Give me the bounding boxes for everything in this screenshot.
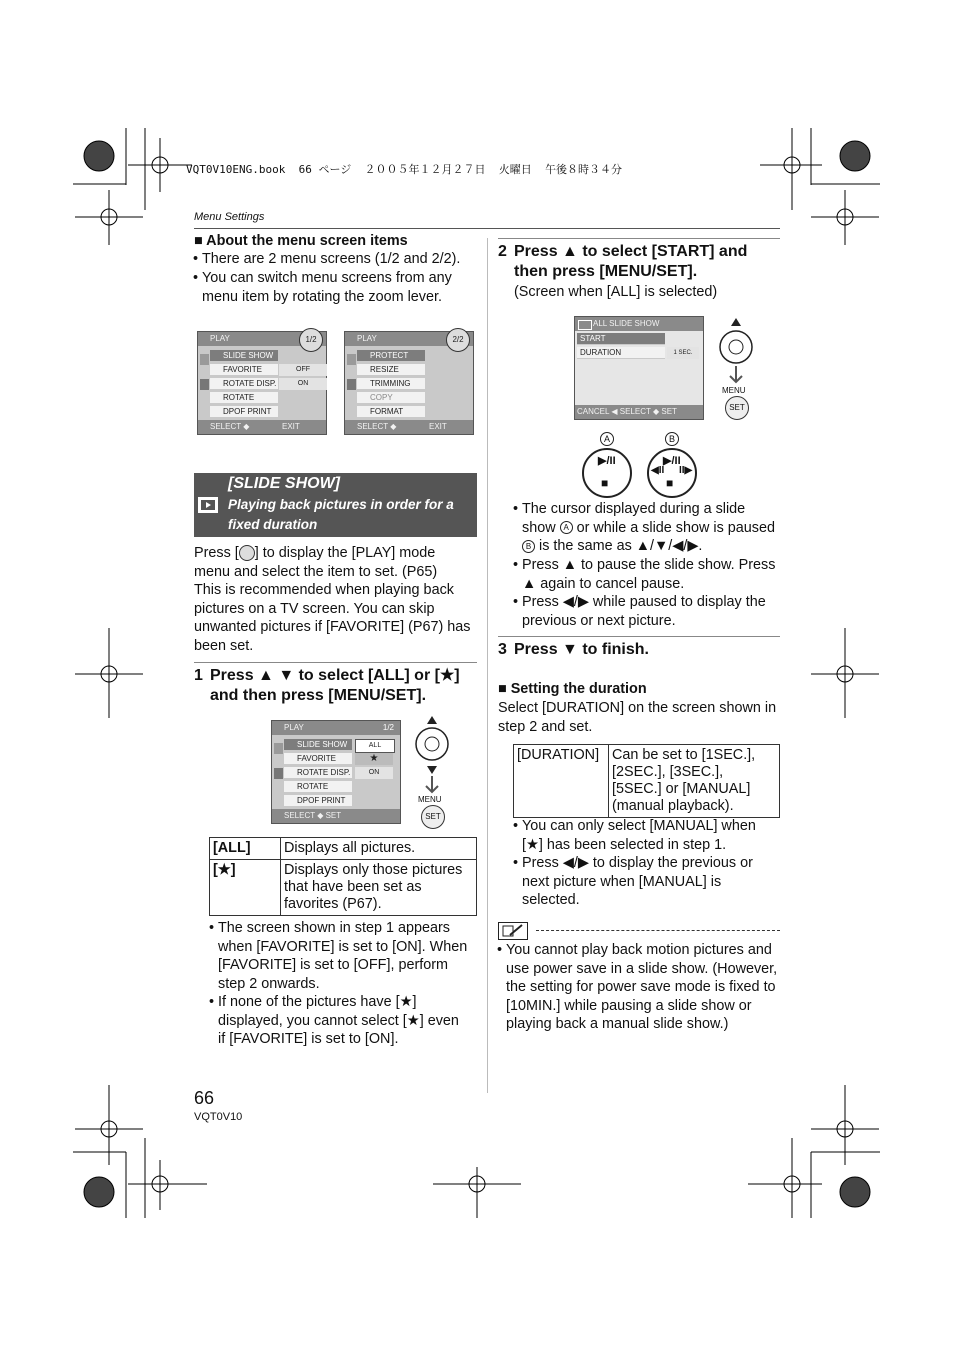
star-icon: ★: [439, 667, 455, 684]
page-number: 66: [194, 1088, 215, 1108]
page-indicator: 2/2: [446, 328, 470, 352]
cursor-buttons-icon: [414, 714, 450, 798]
print-header: VQT0V10ENG.book 66 ページ ２００５年１２月２７日 火曜日 午後８時３４分: [186, 163, 622, 176]
slide-show-icon: [578, 320, 592, 330]
step2-number: 2: [498, 243, 507, 260]
label-b: B: [665, 432, 679, 446]
square-bullet-icon: ■: [498, 681, 507, 697]
memo-dash-line: [536, 930, 780, 931]
label-a: A: [600, 432, 614, 446]
note-manual: • You can only select [MANUAL] when [★] has been selected in step 1.: [513, 818, 756, 853]
note-no-favorites: • If none of the pictures have [★] displayed, you cannot select [★] even if [FAVORITE] is set to [ON].: [209, 994, 459, 1047]
star-icon: ★: [399, 994, 413, 1010]
wrench-icon: [200, 379, 209, 390]
prev-frame-icon: ◀II: [651, 465, 665, 476]
wrench-icon: [347, 379, 356, 390]
play-mode-icon: [200, 354, 209, 365]
play-mode-icon: [347, 354, 356, 365]
step3-heading: Press ▼ to finish.: [514, 641, 649, 658]
memo-note-icon: [498, 922, 528, 940]
intro-paragraph: Press [ ] to display the [PLAY] mode menu and select the item to set. (P65) This is recommended when playing back pictures on a TV screen. You can skip unwanted pictures if [FAVORITE] (P67) has been set.: [194, 545, 471, 654]
note-favorite-on: • The screen shown in step 1 appears when [FAVORITE] is set to [ON]. When [FAVORITE] is set to [OFF], perform step 2 onwards.: [209, 920, 468, 992]
wrench-icon: [274, 768, 283, 779]
step2-heading: Press ▲ to select [START] and then press [MENU/SET].: [514, 243, 748, 280]
model-code: VQT0V10: [194, 1111, 243, 1123]
page-indicator: 1/2: [299, 328, 323, 352]
duration-paragraph: Select [DURATION] on the screen shown in step 2 and set.: [498, 700, 777, 735]
step2-note: (Screen when [ALL] is selected): [514, 284, 718, 300]
duration-heading: ■ Setting the duration: [498, 681, 647, 697]
step1-number: 1: [194, 667, 203, 684]
about-heading: ■ About the menu screen items: [194, 233, 408, 249]
menu-label: MENU: [722, 386, 746, 395]
header-rule: [194, 228, 780, 229]
star-icon: ★: [217, 862, 231, 878]
next-frame-icon: II▶: [679, 465, 693, 476]
note-pause: • Press ▲ to pause the slide show. Press ▲ again to cancel pause.: [513, 557, 776, 592]
note-prev-next: • Press ◀/▶ while paused to display the previous or next picture.: [513, 594, 766, 629]
play-mode-icon: [274, 743, 283, 754]
play-menu-screen-2: PLAY 2/2 PROTECT RESIZE TRIMMING COPY FORMAT SELECT ◆ EXIT: [344, 331, 474, 435]
about-bullet-1: • There are 2 menu screens (1/2 and 2/2).: [193, 251, 461, 267]
step1-heading: Press ▲ ▼ to select [ALL] or [★] and then press [MENU/SET].: [210, 667, 460, 704]
cursor-buttons-icon: [718, 316, 754, 386]
memo-text: • You cannot play back motion pictures and use power save in a slide show. (However, the setting for power save mode is fixed to [10MIN.] while pausing a slide show or playing back a manual slide show.): [497, 942, 778, 1032]
favorite-options-table: [ALL] Displays all pictures. [★] Displays only those pictures that have been set as favorites (P67).: [209, 837, 477, 916]
menu-label: MENU: [418, 795, 442, 804]
slideshow-cursor-b-icon: ▶/II ◀II II▶ ■: [647, 448, 697, 498]
note-manual-prev-next: • Press ◀/▶ to display the previous or next picture when [MANUAL] is selected.: [513, 855, 753, 908]
set-button-icon: SET: [725, 396, 749, 420]
play-menu-screen-step1: PLAY 1/2 SLIDE SHOW FAVORITE ROTATE DISP. ROTATE DPOF PRINT ALL ★ ON SELECT ◆ SET: [271, 720, 401, 824]
step3-number: 3: [498, 641, 507, 658]
section-label: Menu Settings: [194, 211, 265, 223]
note-cursor: • The cursor displayed during a slide show A or while a slide show is paused B is the same as ▲/▼/◀/▶.: [513, 501, 775, 554]
star-icon: ★: [526, 836, 539, 853]
menu-set-icon: [239, 545, 255, 561]
duration-table: [DURATION] Can be set to [1SEC.], [2SEC.], [3SEC.], [5SEC.] or [MANUAL] (manual playback).: [513, 744, 780, 818]
column-divider: [487, 238, 488, 1093]
about-bullet-2: • You can switch menu screens from any menu item by rotating the zoom lever.: [193, 270, 452, 305]
play-menu-screen-1: PLAY 1/2 SLIDE SHOW FAVORITE ROTATE DISP. ROTATE DPOF PRINT OFF ON SELECT ◆ EXIT: [197, 331, 327, 435]
step2-rule: [498, 238, 780, 239]
set-button-icon: SET: [421, 805, 445, 829]
slide-show-title-box: [SLIDE SHOW] Playing back pictures in order for a fixed duration: [194, 473, 477, 537]
slide-show-icon: [198, 497, 218, 513]
step1-rule: [194, 662, 477, 663]
all-slide-show-screen: ALL SLIDE SHOW START DURATION 1 SEC. CANCEL ◀ SELECT ◆ SET: [574, 316, 704, 420]
slideshow-cursor-a-icon: ▶/II ■: [582, 448, 632, 498]
star-icon: ★: [406, 1012, 420, 1029]
step3-rule: [498, 636, 780, 637]
square-bullet-icon: ■: [194, 233, 203, 249]
